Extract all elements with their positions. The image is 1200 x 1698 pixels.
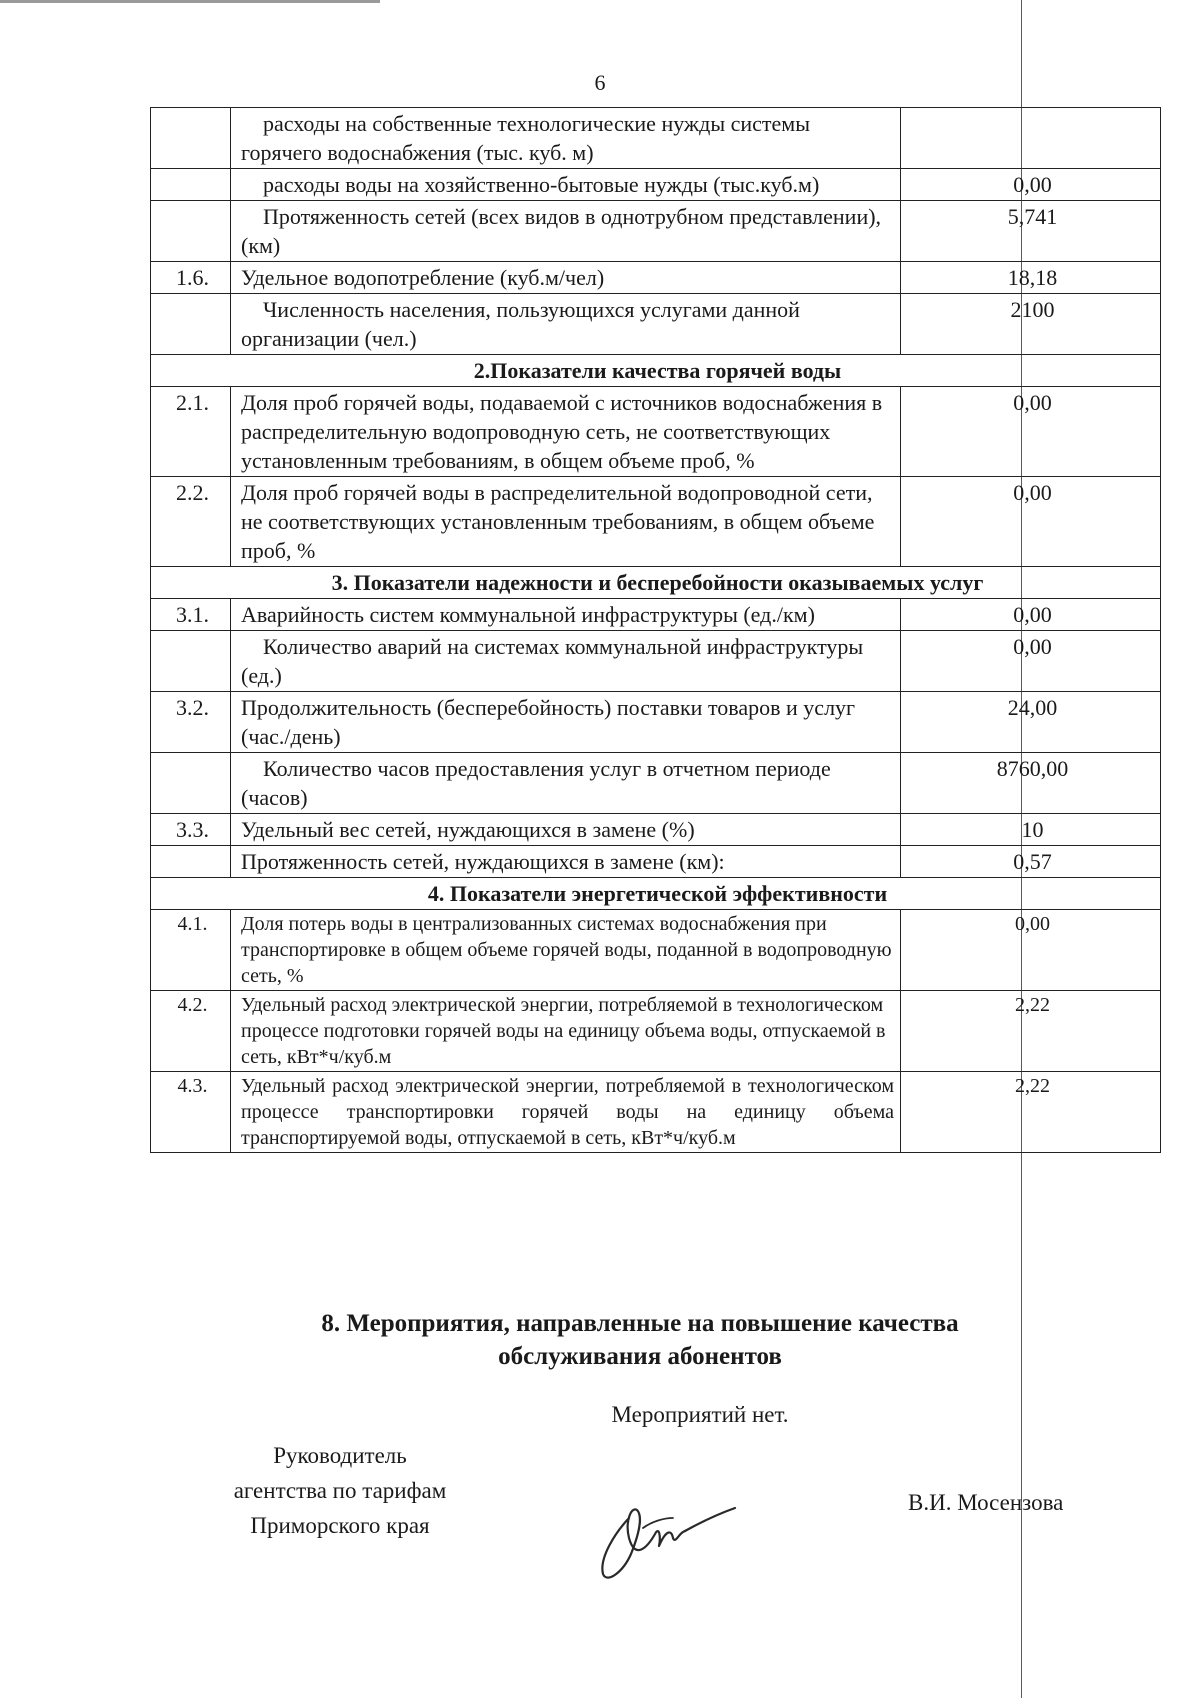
row-number: [151, 846, 231, 878]
section-8-heading-line2: обслуживания абонентов: [498, 1343, 782, 1370]
signer-position-line2: агентства по тарифам: [233, 1478, 447, 1503]
table-row: [151, 991, 1161, 1072]
row-number: 2.1.: [151, 387, 231, 477]
section-title: 2.Показатели качества горячей воды: [151, 355, 1161, 387]
scan-edge-mark: [0, 0, 380, 3]
indicator-value: 5,741: [901, 201, 1161, 262]
row-number: 4.2.: [151, 991, 231, 1072]
row-number: 3.1.: [151, 599, 231, 631]
table-row: [151, 599, 1161, 631]
table-row: [151, 910, 1161, 991]
indicator-name: Удельный расход электрической энергии, потребляемой в технологическом процессе подготовки горячей воды на единицу объема воды, отпускаемой в сеть, кВт*ч/куб.м: [231, 991, 901, 1072]
row-number: [151, 169, 231, 201]
section-8-text: Мероприятий нет.: [611, 1402, 789, 1427]
table-row: [151, 387, 1161, 477]
section-row: [151, 567, 1161, 599]
indicators-table: [150, 107, 1161, 1153]
signer-position: [160, 1438, 520, 1543]
indicator-value: 24,00: [901, 692, 1161, 753]
indicator-name: Численность населения, пользующихся услугами данной организации (чел.): [231, 294, 901, 355]
indicator-name: расходы на собственные технологические нужды системы горячего водоснабжения (тыс. куб. м): [231, 108, 901, 169]
table-row: [151, 631, 1161, 692]
indicator-value: 0,00: [901, 169, 1161, 201]
row-number: [151, 201, 231, 262]
indicator-name: Доля проб горячей воды, подаваемой с источников водоснабжения в распределительную водопроводную сеть, не соответствующих установленным требованиям, в общем объеме проб, %: [231, 387, 901, 477]
row-number: [151, 753, 231, 814]
indicator-name: расходы воды на хозяйственно-бытовые нужды (тыс.куб.м): [231, 169, 901, 201]
row-number: [151, 108, 231, 169]
row-number: 3.3.: [151, 814, 231, 846]
page-number: 6: [594, 70, 606, 95]
table-row: [151, 692, 1161, 753]
row-number: 4.1.: [151, 910, 231, 991]
signer-name: В.И. Мосензова: [908, 1490, 1064, 1515]
section-row: [151, 355, 1161, 387]
indicator-name: Удельное водопотребление (куб.м/чел): [231, 262, 901, 294]
indicator-value: 0,00: [901, 910, 1161, 991]
table-row: [151, 846, 1161, 878]
indicator-name: Продолжительность (бесперебойность) поставки товаров и услуг (час./день): [231, 692, 901, 753]
table-row: [151, 814, 1161, 846]
indicator-name: Количество часов предоставления услуг в отчетном периоде (часов): [231, 753, 901, 814]
indicator-value: 0,00: [901, 599, 1161, 631]
indicator-value: 0,57: [901, 846, 1161, 878]
signer-position-line1: Руководитель: [273, 1443, 407, 1468]
section-8-heading-line1: 8. Мероприятия, направленные на повышение качества: [321, 1310, 959, 1337]
indicator-value: 0,00: [901, 631, 1161, 692]
signer-position-line3: Приморского края: [250, 1513, 430, 1538]
indicator-value: 2100: [901, 294, 1161, 355]
indicator-name: Удельный расход электрической энергии, потребляемой в технологическом процессе транспортировки горячей воды на единицу объема транспортируемой воды, отпускаемой в сеть, кВт*ч/куб.м: [231, 1072, 901, 1153]
row-number: [151, 631, 231, 692]
indicator-name: Аварийность систем коммунальной инфраструктуры (ед./км): [231, 599, 901, 631]
indicator-value: 0,00: [901, 387, 1161, 477]
indicator-name: Протяженность сетей (всех видов в однотрубном представлении), (км): [231, 201, 901, 262]
indicator-name: Протяженность сетей, нуждающихся в замене (км):: [231, 846, 901, 878]
indicator-name: Количество аварий на системах коммунальной инфраструктуры (ед.): [231, 631, 901, 692]
handwritten-signature: [585, 1488, 755, 1588]
section-row: [151, 878, 1161, 910]
table-row: [151, 477, 1161, 567]
indicator-name: Доля проб горячей воды в распределительной водопроводной сети, не соответствующих установленным требованиям, в общем объеме проб, %: [231, 477, 901, 567]
table-row: [151, 201, 1161, 262]
indicator-value: [901, 108, 1161, 169]
section-title: 3. Показатели надежности и бесперебойности оказываемых услуг: [151, 567, 1161, 599]
indicator-value: 18,18: [901, 262, 1161, 294]
signature-graphic: [585, 1488, 755, 1588]
indicator-name: Доля потерь воды в централизованных системах водоснабжения при транспортировке в общем объеме горячей воды, поданной в водопроводную сеть, %: [231, 910, 901, 991]
row-number: [151, 294, 231, 355]
table-row: [151, 753, 1161, 814]
row-number: 3.2.: [151, 692, 231, 753]
table-row: [151, 262, 1161, 294]
indicator-value: 10: [901, 814, 1161, 846]
table-row: [151, 294, 1161, 355]
indicator-name: Удельный вес сетей, нуждающихся в замене (%): [231, 814, 901, 846]
section-title: 4. Показатели энергетической эффективности: [151, 878, 1161, 910]
row-number: 4.3.: [151, 1072, 231, 1153]
section-8-heading: [210, 1307, 1070, 1373]
table-row: [151, 1072, 1161, 1153]
indicator-value: 0,00: [901, 477, 1161, 567]
indicator-value: 8760,00: [901, 753, 1161, 814]
row-number: 1.6.: [151, 262, 231, 294]
indicator-value: 2,22: [901, 991, 1161, 1072]
indicator-value: 2,22: [901, 1072, 1161, 1153]
table-row: [151, 169, 1161, 201]
table-row: [151, 108, 1161, 169]
row-number: 2.2.: [151, 477, 231, 567]
